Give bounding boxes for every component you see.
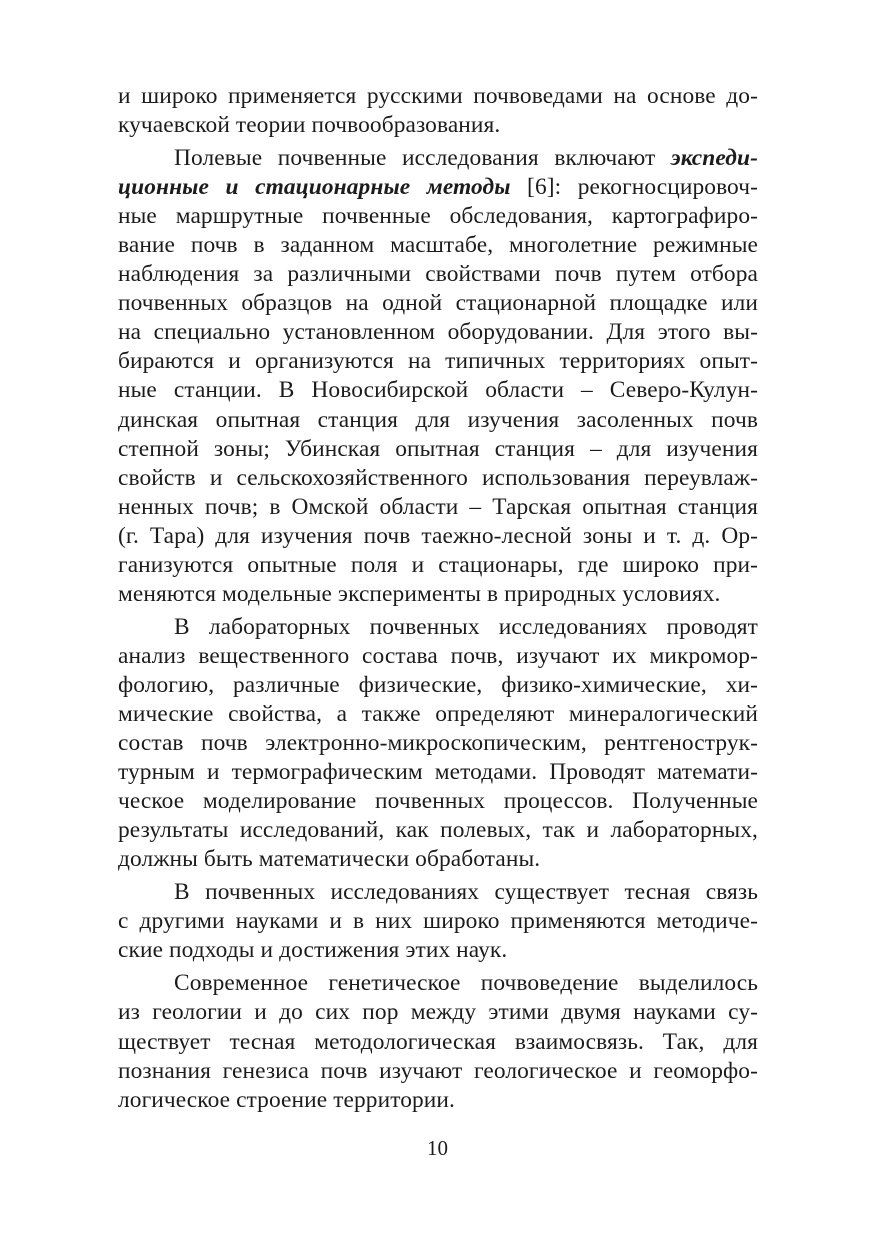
text-line: ческое моделирование почвенных процессов. Полученные <box>118 788 758 815</box>
text-line: и широко применяется русскими почвоведами на основе до- <box>118 83 758 109</box>
text-line: состав почв электронно-микроскопическим, рентгенострук- <box>118 730 758 757</box>
text-run: Полевые почвенные исследования включают <box>174 145 671 172</box>
text-line: степной зоны; Убинская опытная станция – для изучения <box>118 435 758 462</box>
text-line: анализ вещественного состава почв, изучают их микромор- <box>118 642 758 669</box>
text-line: турным и термографическим методами. Проводят математи- <box>118 759 758 786</box>
text-line: познания генезиса почв изучают геологическое и геоморфо- <box>118 1057 758 1084</box>
text-line: (г. Тара) для изучения почв таежно-лесной зоны и т. д. Ор- <box>118 522 758 549</box>
text-line: ненных почв; в Омской области – Тарская опытная станция <box>118 493 758 520</box>
text-line: ществует тесная методологическая взаимосвязь. Так, для <box>118 1028 758 1055</box>
text-line: меняются модельные эксперименты в природных условиях. <box>118 580 721 607</box>
text-line <box>118 173 758 202</box>
text-line: бираются и организуются на типичных территориях опыт- <box>118 348 758 375</box>
text-line: должны быть математически обработаны. <box>118 846 541 873</box>
paragraph <box>118 613 758 874</box>
emphasized-text: экспеди- <box>670 145 758 172</box>
text-line: фологию, различные физические, физико-химические, хи- <box>118 671 758 698</box>
emphasized-text: ционные и стационарные методы <box>118 174 511 201</box>
text-line: логическое строение территории. <box>118 1086 455 1113</box>
text-line: результаты исследований, как полевых, так и лабораторных, <box>118 817 758 844</box>
text-run: [6]: рекогносцировоч- <box>510 174 758 201</box>
text-line: ганизуются опытные поля и стационары, где широко при- <box>118 551 758 578</box>
paragraph <box>118 144 758 609</box>
text-line: на специально установленном оборудовании. Для этого вы- <box>118 319 758 346</box>
text-line: ские подходы и достижения этих наук. <box>118 937 508 964</box>
text-line: наблюдения за различными свойствами почв путем отбора <box>118 261 758 288</box>
text-line: ные станции. В Новосибирской области – Северо-Кулун- <box>118 377 758 404</box>
body-text <box>118 82 758 1115</box>
page-number: 10 <box>427 1136 448 1160</box>
text-line: из геологии и до сих пор между этими двумя науками су- <box>118 999 758 1026</box>
text-line: свойств и сельскохозяйственного использования переувлаж- <box>118 464 758 491</box>
paragraph <box>118 82 758 140</box>
text-line: В почвенных исследованиях существует тесная связь <box>174 879 758 906</box>
text-line: В лабораторных почвенных исследованиях проводят <box>174 613 758 640</box>
text-line: мические свойства, а также определяют минералогический <box>118 700 758 727</box>
text-line: динская опытная станция для изучения засоленных почв <box>118 406 758 433</box>
text-line: с другими науками и в них широко применяются методиче- <box>118 908 758 935</box>
text-line: кучаевской теории почвообразования. <box>118 112 501 139</box>
text-line: Современное генетическое почвоведение выделилось <box>174 970 758 997</box>
text-line: ные маршрутные почвенные обследования, картографиро- <box>118 203 758 230</box>
text-line: почвенных образцов на одной стационарной площадке или <box>118 290 758 317</box>
paragraph <box>118 878 758 965</box>
paragraph <box>118 969 758 1114</box>
text-line: вание почв в заданном масштабе, многолетние режимные <box>118 232 758 259</box>
text-line <box>118 144 758 173</box>
